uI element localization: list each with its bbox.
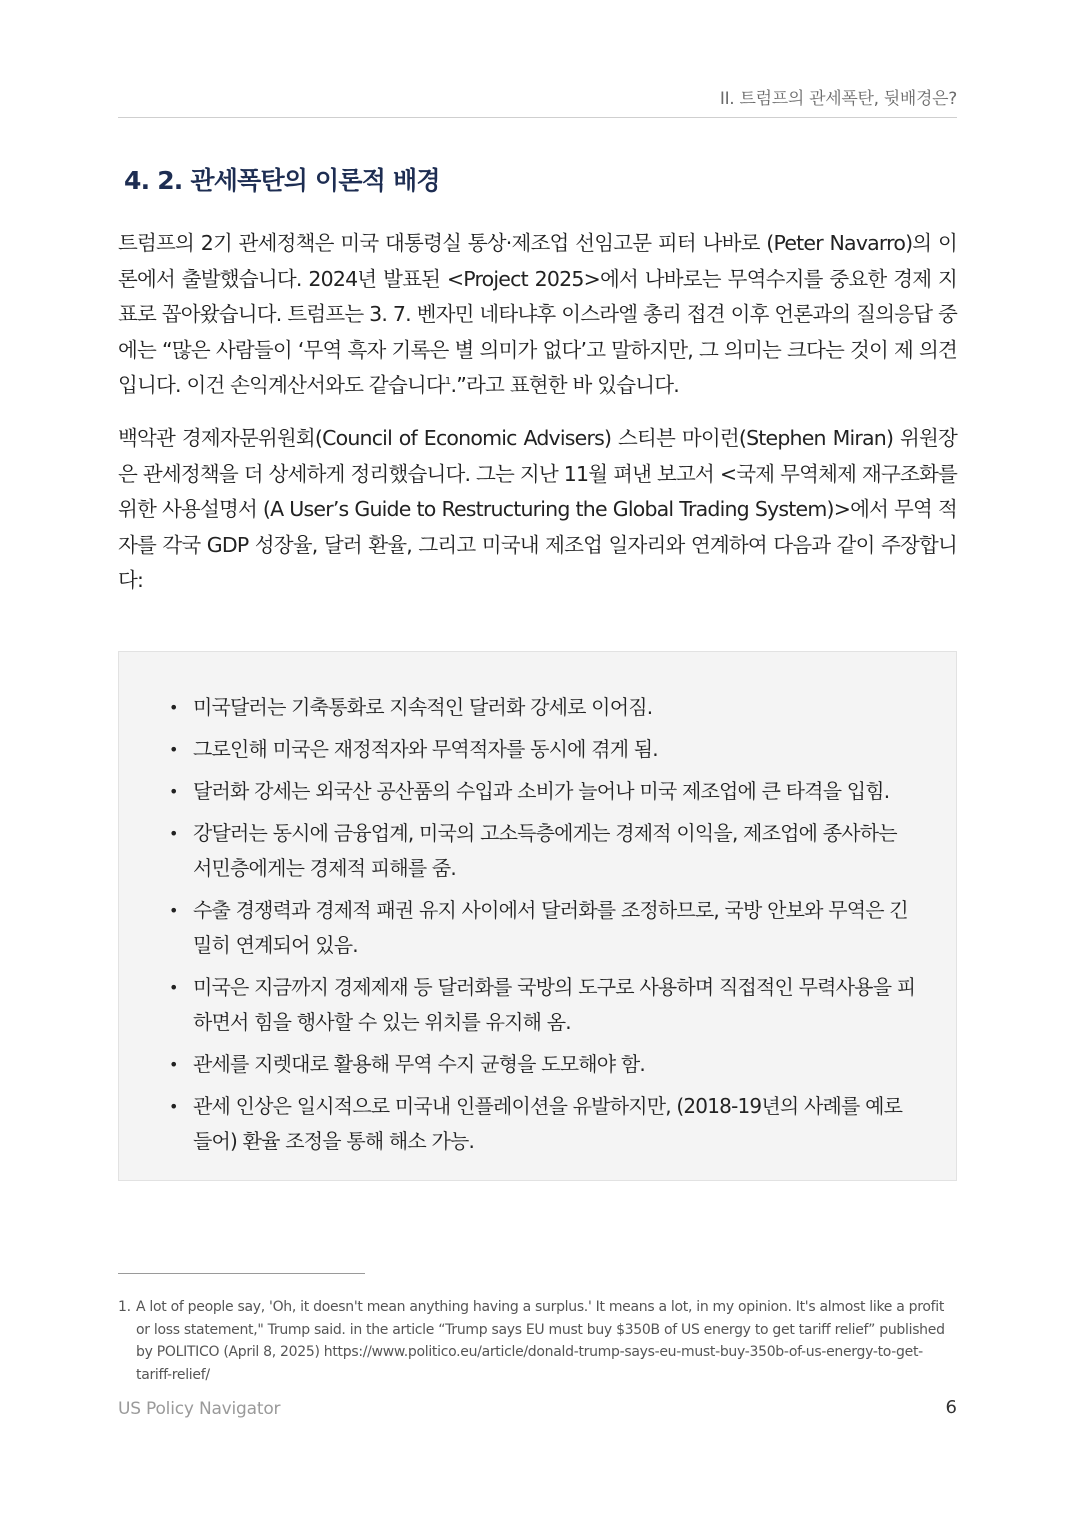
section-title: 4. 2. 관세폭탄의 이론적 배경 [124,166,440,195]
paragraph-miran: 백악관 경제자문위원회(Council of Economic Advisers) 스티븐 마이런(Stephen Miran) 위원장은 관세정책을 더 상세하게 정리했습니다. 그는 지난 11월 펴낸 보고서 <국제 무역체제 재구조화를 위한 사용설명서 (A User’s Guide to Restructuring the Global Trading System)>에서 무역 적자를 각국 GDP 성장율, 달러 환율, 그리고 미국내 제조업 일자리와 연계하여 다음과 같이 주장합니다: [118,426,957,592]
header-divider [118,117,957,118]
paragraph-navarro-text: 트럼프의 2기 관세정책은 미국 대통령실 통상·제조업 선임고문 피터 나바로 (Peter Navarro)의 이론에서 출발했습니다. 2024년 발표된 <Project 2025>에서 나바로는 무역수지를 중요한 경제 지표로 꼽아왔습니다. 트럼프는 3. 7. 벤자민 네타냐후 이스라엘 총리 접견 이후 언론과의 질의응답 중에는 “많은 사람들이 ‘무역 흑자 기록은 별 의미가 없다’고 말하지만, 그 의미는 크다는 것이 제 의견입니다. 이건 손익계산서와도 같습니다 [118,231,957,397]
summary-bullet-list [169,690,917,1166]
bullet-text: 관세를 지렛대로 활용해 무역 수지 균형을 도모해야 함. [193,1052,645,1076]
bullet-icon: • [169,824,178,843]
footnote-ref[interactable]: 1 [444,376,451,388]
bullet-text: 달러화 강세는 외국산 공산품의 수입과 소비가 늘어나 미국 제조업에 큰 타격을 입힘. [193,779,890,803]
bullet-text: 미국달러는 기축통화로 지속적인 달러화 강세로 이어짐. [193,695,653,719]
bullet-text: 그로인해 미국은 재정적자와 무역적자를 동시에 겪게 됨. [193,737,658,761]
bullet-icon: • [169,740,178,759]
bullet-item [169,732,917,767]
bullet-item [169,774,917,809]
footer-publication-name: US Policy Navigator [118,1399,281,1419]
paragraph-navarro-tail: .”라고 표현한 바 있습니다. [450,373,679,397]
footnote [118,1296,958,1386]
footnote-text: A lot of people say, 'Oh, it doesn't mean anything having a surplus.' It means a lot, in my opinion. It's almost like a profit or loss statement," Trump said. in the article “Trump says EU must buy $350B of US energy to get tariff relief” published by POLITICO (April 8, 2025) https://www.politico.eu/article/donald-trump-says-eu-must-buy-350b-of-us-energy-to-get-tariff-relief/ [136,1299,945,1383]
bullet-icon: • [169,1097,178,1116]
bullet-item [169,816,917,886]
bullet-icon: • [169,901,178,920]
bullet-item [169,1089,917,1159]
bullet-icon: • [169,782,178,801]
bullet-icon: • [169,978,178,997]
summary-callout-box [118,651,957,1181]
page-number: 6 [945,1397,957,1418]
bullet-item [169,970,917,1040]
footnote-divider [118,1273,365,1274]
bullet-item [169,893,917,963]
bullet-icon: • [169,1055,178,1074]
bullet-icon: • [169,698,178,717]
bullet-item [169,690,917,725]
bullet-item [169,1047,917,1082]
bullet-text: 강달러는 동시에 금융업계, 미국의 고소득층에게는 경제적 이익을, 제조업에 종사하는 서민층에게는 경제적 피해를 줌. [193,821,897,880]
paragraph-navarro [118,226,957,404]
bullet-text: 관세 인상은 일시적으로 미국내 인플레이션을 유발하지만, (2018-19년의 사례를 예로 들어) 환율 조정을 통해 해소 가능. [193,1094,903,1153]
bullet-text: 수출 경쟁력과 경제적 패권 유지 사이에서 달러화를 조정하므로, 국방 안보와 무역은 긴밀히 연계되어 있음. [193,898,908,957]
footnote-number: 1. [118,1299,131,1315]
running-header: II. 트럼프의 관세폭탄, 뒷배경은? [719,89,957,109]
bullet-text: 미국은 지금까지 경제제재 등 달러화를 국방의 도구로 사용하며 직접적인 무력사용을 피하면서 힘을 행사할 수 있는 위치를 유지해 옴. [193,975,916,1034]
